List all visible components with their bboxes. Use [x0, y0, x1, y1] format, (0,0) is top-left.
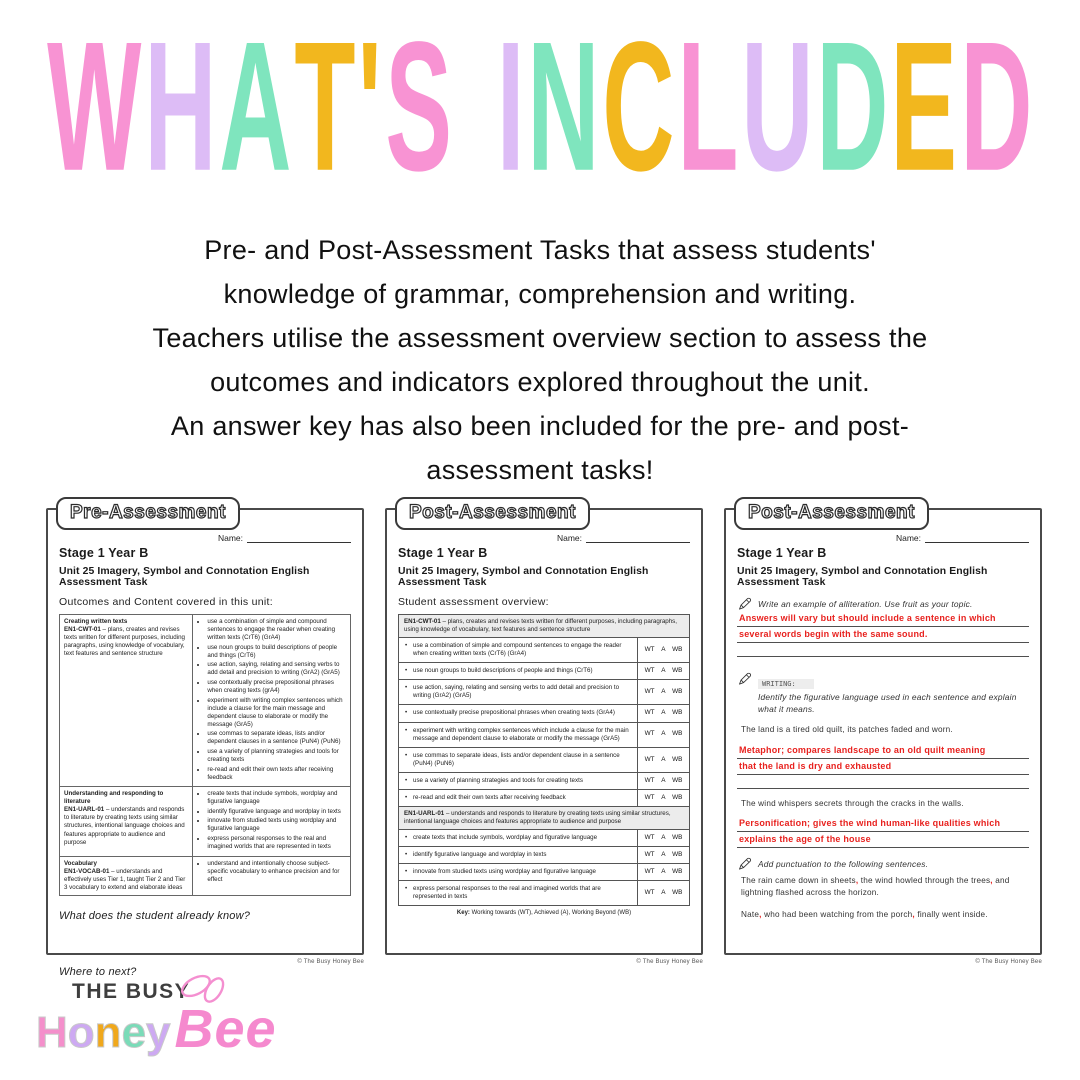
indicator-item: • identify figurative language and wordplay in texts: [207, 808, 346, 816]
answer-line: that the land is dry and exhausted: [737, 759, 1029, 775]
title-letter: H: [144, 2, 217, 210]
name-field: [59, 533, 351, 543]
pre-assessment-preview: [46, 502, 364, 978]
outcome-cell: [60, 787, 193, 855]
table-row: [399, 864, 689, 881]
example-sentence: The land is a tired old quilt, its patches faded and worn.: [741, 725, 953, 735]
grade-cell: WT A WB: [637, 723, 689, 747]
indicator-item: • use noun groups to build descriptions of people and things (CrT6): [207, 644, 346, 660]
page-title: [0, 2, 1080, 210]
answer-line: several words begin with the same sound.: [737, 627, 1029, 643]
intro-line: outcomes and indicators explored throughout the unit.: [210, 367, 870, 397]
indicator-item: • use action, saying, relating and sensing verbs to add detail and precision to writing (GrA2) (GrA5): [207, 661, 346, 677]
intro-line: Teachers utilise the assessment overview section to assess the: [152, 323, 928, 353]
punctuated-sentence: The rain came down in sheets, the wind howled through the trees, and lightning flashed across the horizon.: [741, 875, 1010, 898]
name-blank-line: [925, 534, 1029, 543]
title-letter: E: [890, 2, 958, 210]
outcome-description: EN1-VOCAB-01 – understands and effectively uses Tier 1, taught Tier 2 and Tier 3 vocabulary to extend and elaborate ideas: [64, 867, 186, 891]
title-letter: D: [815, 2, 889, 210]
title-letter: T: [293, 2, 356, 210]
intro-line: Pre- and Post-Assessment Tasks that assess students': [204, 235, 876, 265]
table-row: [399, 705, 689, 722]
grade-cell: WT A WB: [637, 790, 689, 806]
table-row: [399, 847, 689, 864]
grade-cell: WT A WB: [637, 663, 689, 679]
answer-comma: ,: [990, 875, 993, 885]
indicator-item: • experiment with writing complex sentences which include a clause for the main message and dependent clause to elaborate or modify the message (GrA5): [207, 697, 346, 729]
where-to-next-question: Where to next?: [59, 965, 137, 978]
alliteration-task: [737, 598, 1029, 611]
unit-heading: Unit 25 Imagery, Symbol and Connotation English Assessment Task: [737, 566, 988, 588]
table-row: [399, 663, 689, 680]
copyright-footer: © The Busy Honey Bee: [975, 959, 1042, 965]
logo-bee-text: Bee: [174, 999, 277, 1059]
table-row: [399, 680, 689, 705]
outcome-title: Understanding and responding to literature: [64, 790, 164, 806]
title-letter: ': [358, 2, 382, 210]
intro-description: [50, 228, 1030, 492]
name-blank-line: [247, 534, 351, 543]
title-letter: A: [219, 2, 292, 210]
assessment-overview-table: [398, 614, 690, 906]
outcome-title: Creating written texts: [64, 618, 128, 625]
stage-heading: Stage 1 Year B: [737, 546, 827, 560]
indicator-item: • innovate from studied texts using wordplay and figurative language: [207, 817, 346, 833]
indicator-text: • use noun groups to build descriptions of people and things (CrT6): [399, 663, 637, 679]
pencil-icon: [737, 671, 752, 686]
table-row: [60, 856, 350, 895]
writing-task: [737, 673, 1029, 715]
grade-cell: WT A WB: [637, 680, 689, 704]
pre-assessment-badge: Pre-Assessment: [56, 497, 240, 530]
indicator-item: • use a combination of simple and compound sentences to engage the reader when creating written texts (CrT6) (GrA4): [207, 618, 346, 642]
task-prompt: Write an example of alliteration. Use fruit as your topic.: [758, 599, 973, 609]
title-letter: W: [47, 2, 142, 210]
grade-cell: WT A WB: [637, 638, 689, 662]
outcome-header: EN1-CWT-01 – plans, creates and revises texts written for different purposes, including paragraphs, using knowledge of vocabulary, text features and sentence structure: [399, 615, 689, 638]
indicator-item: • express personal responses to the real and imagined worlds that are represented in texts: [207, 835, 346, 851]
table-row: [399, 790, 689, 807]
indicator-item: • re-read and edit their own texts after receiving feedback: [207, 766, 346, 782]
pencil-icon: [737, 856, 752, 871]
unit-heading: Unit 25 Imagery, Symbol and Connotation English Assessment Task: [398, 566, 649, 588]
post-assessment-answers-page: [724, 502, 1042, 955]
answer-blank-line: [737, 775, 1029, 789]
answer-blank-line: [737, 643, 1029, 657]
stage-heading: Stage 1 Year B: [59, 546, 149, 560]
grade-cell: WT A WB: [637, 881, 689, 905]
intro-line: knowledge of grammar, comprehension and writing.: [223, 279, 857, 309]
title-letter: U: [741, 2, 814, 210]
title-word-whats: [47, 2, 452, 210]
indicator-list: [193, 787, 350, 855]
table-row: [399, 773, 689, 790]
indicator-list: [193, 615, 350, 786]
example-sentence: The wind whispers secrets through the cracks in the walls.: [741, 798, 964, 808]
title-letter: I: [496, 2, 525, 210]
task-prompt: Add punctuation to the following sentences.: [758, 858, 929, 869]
table-row: [60, 615, 350, 786]
intro-line: assessment tasks!: [426, 455, 654, 485]
table-row: [399, 830, 689, 847]
grade-cell: WT A WB: [637, 847, 689, 863]
indicator-text: • use commas to separate ideas, lists and/or dependent clause in a sentence (PuN4) (PuN6): [399, 748, 637, 772]
outcome-description: EN1-CWT-01 – plans, creates and revises texts written for different purposes, including paragraphs, using knowledge of vocabulary, text features and sentence structure: [64, 626, 185, 658]
table-row: [60, 786, 350, 855]
writing-label: WRITING:: [758, 679, 814, 689]
table-row: [399, 723, 689, 748]
outcomes-section-label: Outcomes and Content covered in this unit:: [59, 596, 273, 608]
task-prompt: Identify the figurative language used in each sentence and explain what it means.: [758, 692, 1017, 715]
logo-letter: H: [36, 1008, 68, 1057]
post-assessment-badge: Post-Assessment: [734, 497, 929, 530]
indicator-text: • identify figurative language and wordplay in texts: [399, 847, 637, 863]
indicator-item: • use contextually precise prepositional phrases when creating texts (grA4): [207, 679, 346, 695]
grading-key: Key: Working towards (WT), Achieved (A), Working Beyond (WB): [456, 910, 632, 917]
logo-letter: e: [121, 1008, 147, 1057]
busy-honey-bee-logo: [36, 980, 306, 1060]
post-assessment-page: [385, 502, 703, 955]
title-letter: D: [960, 2, 1033, 210]
punctuation-task: [737, 858, 1029, 871]
copyright-footer: © The Busy Honey Bee: [297, 959, 364, 965]
punctuated-sentence: Nate, who had been watching from the porch, finally went inside.: [741, 909, 988, 919]
table-row: [399, 638, 689, 663]
copyright-footer: © The Busy Honey Bee: [636, 959, 703, 965]
indicator-item: • create texts that include symbols, wordplay and figurative language: [207, 790, 346, 806]
indicator-text: • use contextually precise prepositional phrases when creating texts (GrA4): [399, 705, 637, 721]
outcome-title: Vocabulary: [64, 859, 97, 867]
logo-letter: o: [67, 1008, 95, 1057]
answer-comma: ,: [912, 909, 915, 919]
grade-cell: WT A WB: [637, 830, 689, 846]
post-assessment-overview-preview: [385, 502, 703, 965]
title-letter: L: [677, 2, 739, 210]
intro-line: An answer key has also been included for the pre- and post-: [170, 411, 910, 441]
grade-cell: WT A WB: [637, 748, 689, 772]
indicator-list: [193, 857, 350, 895]
title-word-included: [496, 2, 1033, 210]
table-row: [399, 881, 689, 905]
grade-cell: WT A WB: [637, 864, 689, 880]
title-letter: S: [385, 2, 452, 210]
grade-cell: WT A WB: [637, 705, 689, 721]
name-label: Name:: [895, 533, 921, 543]
grade-cell: WT A WB: [637, 773, 689, 789]
name-label: Name:: [217, 533, 243, 543]
answer-line: Answers will vary but should include a sentence in which: [737, 611, 1029, 627]
logo-main-text: [36, 998, 306, 1060]
indicator-item: • understand and intentionally choose subject-specific vocabulary to enhance precision and for effect: [207, 860, 346, 884]
title-letter: N: [527, 2, 600, 210]
indicator-text: • experiment with writing complex sentences which include a clause for the main message and dependent clause to elaborate or modify the message (GrA5): [399, 723, 637, 747]
indicator-text: • express personal responses to the real and imagined worlds that are represented in texts: [399, 881, 637, 905]
prior-knowledge-question: What does the student already know?: [59, 909, 251, 922]
post-assessment-answers-preview: [724, 502, 1042, 965]
name-field: [398, 533, 690, 543]
indicator-text: • innovate from studied texts using wordplay and figurative language: [399, 864, 637, 880]
indicator-item: • use commas to separate ideas, lists and/or dependent clauses in a sentence (PuN4) (PuN6): [207, 730, 346, 746]
outcome-header: EN1-UARL-01 – understands and responds to literature by creating texts using similar structures, intentional language choices and features appropriate to audience and purpose: [399, 807, 689, 830]
logo-letter: y: [146, 1008, 171, 1057]
name-field: [737, 533, 1029, 543]
title-letter: C: [602, 2, 675, 210]
outcome-description: EN1-UARL-01 – understands and responds to literature by creating texts using similar structures, intentional language choices and features appropriate to audience and purpose: [64, 806, 185, 846]
name-label: Name:: [556, 533, 582, 543]
outcome-cell: [60, 857, 193, 895]
unit-heading: Unit 25 Imagery, Symbol and Connotation English Assessment Task: [59, 566, 310, 588]
indicator-text: • use a variety of planning strategies and tools for creating texts: [399, 773, 637, 789]
logo-letter: n: [94, 1008, 122, 1057]
indicator-text: • use action, saying, relating and sensing verbs to add detail and precision to writing (GrA2) (GrA5): [399, 680, 637, 704]
answer-comma: ,: [855, 875, 859, 885]
answer-line: Metaphor; compares landscape to an old quilt meaning: [737, 743, 1029, 759]
logo-top-text: THE BUSY: [72, 980, 191, 1003]
table-row: [399, 748, 689, 773]
outcomes-table: [59, 614, 351, 896]
indicator-item: • use a variety of planning strategies and tools for creating texts: [207, 748, 346, 764]
name-blank-line: [586, 534, 690, 543]
answer-comma: ,: [759, 909, 762, 919]
indicator-text: • use a combination of simple and compound sentences to engage the reader when creating written texts (CrT6) (GrA4): [399, 638, 637, 662]
post-assessment-badge: Post-Assessment: [395, 497, 590, 530]
answer-line: Personification; gives the wind human-like qualities which: [737, 816, 1029, 832]
indicator-text: • re-read and edit their own texts after receiving feedback: [399, 790, 637, 806]
stage-heading: Stage 1 Year B: [398, 546, 488, 560]
pencil-icon: [737, 596, 752, 611]
answer-line: explains the age of the house: [737, 832, 1029, 848]
overview-section-label: Student assessment overview:: [398, 596, 549, 608]
outcome-cell: [60, 615, 193, 786]
indicator-text: • create texts that include symbols, wordplay and figurative language: [399, 830, 637, 846]
document-previews: [46, 502, 1042, 978]
bee-wings-icon: [178, 972, 234, 1006]
